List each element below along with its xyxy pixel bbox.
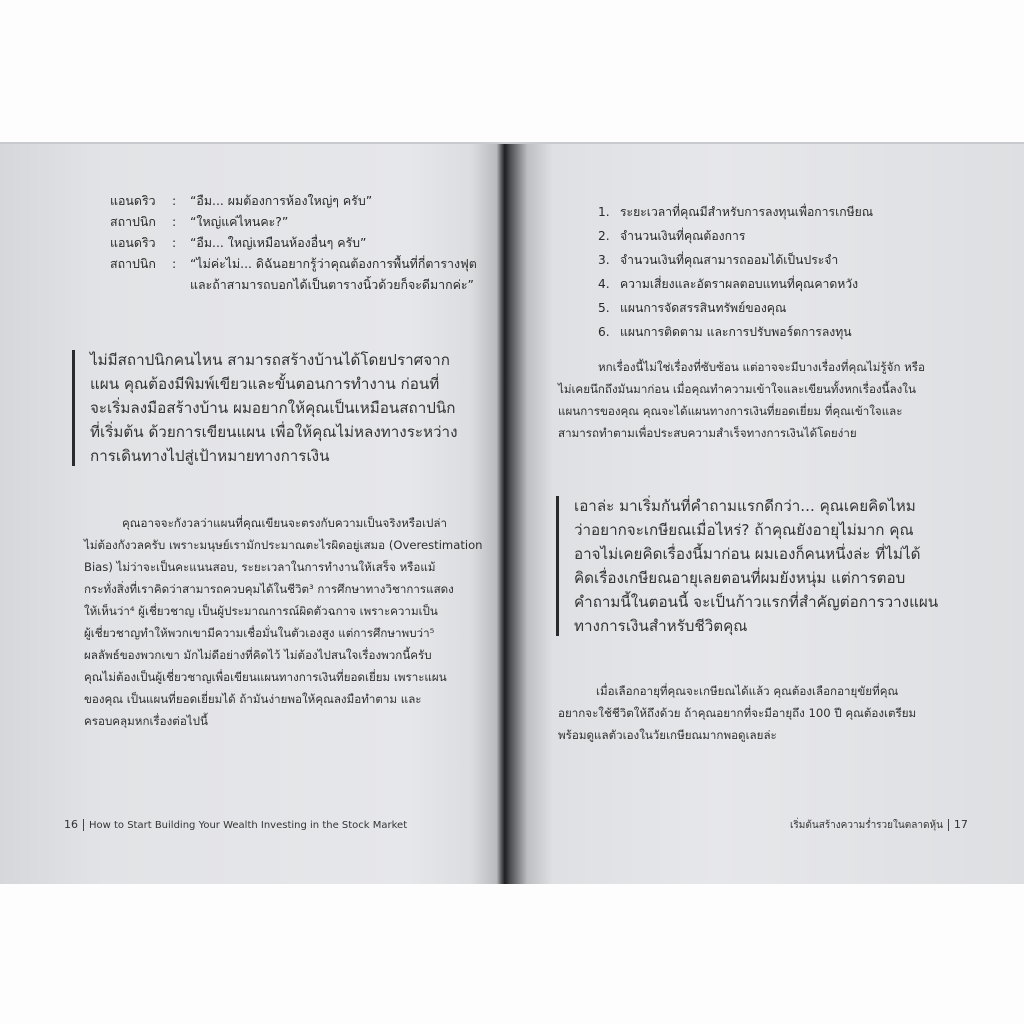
body-line: เมื่อเลือกอายุที่คุณจะเกษียณได้แล้ว คุณต้องเลือกอายุขัยที่คุณ bbox=[596, 684, 899, 698]
list-number: 4. bbox=[598, 277, 610, 291]
dialogue-line bbox=[110, 253, 490, 274]
dialogue-colon: : bbox=[172, 214, 177, 229]
list-number: 2. bbox=[598, 229, 610, 243]
list-text: แผนการจัดสรรสินทรัพย์ของคุณ bbox=[620, 301, 787, 315]
dialogue-speaker: สถาปนิก bbox=[110, 256, 156, 271]
list-item bbox=[598, 224, 998, 248]
page-number: 17 bbox=[953, 818, 968, 831]
list-text: ระยะเวลาที่คุณมีสำหรับการลงทุนเพื่อการเกษียณ bbox=[620, 205, 874, 219]
body-line: แผนการของคุณ คุณจะได้แผนทางการเงินที่ยอดเยี่ยม ที่คุณเข้าใจและ bbox=[558, 404, 903, 418]
dialogue-text: “ไม่ค่ะไม่... ดิฉันอยากรู้ว่าคุณต้องการพื้นที่กี่ตารางฟุต bbox=[190, 256, 477, 271]
pull-quote-line: อาจไม่เคยคิดเรื่องนี้มาก่อน ผมเองก็คนหนึ่งล่ะ ที่ไม่ได้ bbox=[574, 545, 921, 563]
dialogue-line bbox=[110, 211, 490, 232]
list-text: ความเสี่ยงและอัตราผลตอบแทนที่คุณคาดหวัง bbox=[620, 277, 859, 291]
dialogue-block bbox=[110, 190, 490, 295]
dialogue-text: “ใหญ่แค่ไหนคะ?” bbox=[190, 214, 289, 229]
pull-quote-line: ที่เริ่มต้น ด้วยการเขียนแผน เพื่อให้คุณไม่หลงทางระหว่าง bbox=[90, 423, 458, 441]
footer-divider bbox=[948, 819, 949, 831]
pull-quote-line: จะเริ่มลงมือสร้างบ้าน ผมอยากให้คุณเป็นเหมือนสถาปนิก bbox=[90, 399, 456, 417]
list-text: แผนการติดตาม และการปรับพอร์ตการลงทุน bbox=[620, 325, 852, 339]
dialogue-speaker: แอนดริว bbox=[110, 235, 156, 250]
dialogue-speaker: สถาปนิก bbox=[110, 214, 156, 229]
list-text: จำนวนเงินที่คุณสามารถออมได้เป็นประจำ bbox=[620, 253, 839, 267]
pull-quote-line: ว่าอยากจะเกษียณเมื่อไหร่? ถ้าคุณยังอายุไม่มาก คุณ bbox=[574, 521, 914, 539]
right-page bbox=[506, 142, 1024, 884]
dialogue-colon: : bbox=[172, 256, 177, 271]
numbered-list bbox=[598, 200, 998, 344]
body-line: หกเรื่องนี้ไม่ใช่เรื่องที่ซับซ้อน แต่อาจจะมีบางเรื่องที่คุณไม่รู้จัก หรือ bbox=[598, 360, 925, 374]
running-title: How to Start Building Your Wealth Investing in the Stock Market bbox=[89, 820, 408, 831]
dialogue-colon: : bbox=[172, 193, 177, 208]
body-line: ผู้เชี่ยวชาญทำให้พวกเขามีความเชื่อมั่นในตัวเองสูง แต่การศึกษาพบว่า⁵ bbox=[84, 626, 435, 640]
pull-quote-line: การเดินทางไปสู่เป้าหมายทางการเงิน bbox=[90, 447, 330, 465]
dialogue-text: “อืม... ผมต้องการห้องใหญ่ๆ ครับ” bbox=[190, 193, 373, 208]
page-top-edge bbox=[0, 142, 1024, 144]
running-title: เริ่มต้นสร้างความร่ำรวยในตลาดหุ้น bbox=[790, 820, 943, 831]
body-line: ให้เห็นว่า⁴ ผู้เชี่ยวชาญ เป็นผู้ประมาณการณ์ผิดตัวฉกาจ เพราะความเป็น bbox=[84, 604, 438, 618]
dialogue-line-continued bbox=[110, 274, 490, 295]
left-page-footer bbox=[64, 818, 407, 831]
body-line: ไม่ต้องกังวลครับ เพราะมนุษย์เรามักประมาณตะไรผิดอยู่เสมอ (Overestimation bbox=[84, 538, 483, 552]
pull-quote bbox=[556, 494, 1014, 638]
page-number: 16 bbox=[64, 818, 78, 831]
list-number: 5. bbox=[598, 301, 610, 315]
dialogue-text: และถ้าสามารถบอกได้เป็นตารางนิ้วด้วยก็จะดีมากค่ะ” bbox=[190, 277, 474, 292]
pull-quote-line: แผน คุณต้องมีพิมพ์เขียวและขั้นตอนการทำงาน ก่อนที่ bbox=[90, 375, 440, 393]
dialogue-line bbox=[110, 190, 490, 211]
pull-quote-line: เอาล่ะ มาเริ่มกันที่คำถามแรกดีกว่า... คุณเคยคิดไหม bbox=[574, 497, 916, 515]
body-line: Bias) ไม่ว่าจะเป็นคะแนนสอบ, ระยะเวลาในการทำงานให้เสร็จ หรือแม้ bbox=[84, 560, 436, 574]
body-line: ไม่เคยนึกถึงมันมาก่อน เมื่อคุณทำความเข้าใจและเขียนทั้งหกเรื่องนี้ลงใน bbox=[558, 382, 916, 396]
body-paragraph bbox=[84, 512, 484, 732]
list-item bbox=[598, 200, 998, 224]
list-text: จำนวนเงินที่คุณต้องการ bbox=[620, 229, 746, 243]
dialogue-line bbox=[110, 232, 490, 253]
list-item bbox=[598, 248, 998, 272]
body-line: ของคุณ เป็นแผนที่ยอดเยี่ยมได้ ถ้ามันง่ายพอให้คุณลงมือทำตาม และ bbox=[84, 692, 422, 706]
pull-quote-line: ไม่มีสถาปนิกคนไหน สามารถสร้างบ้านได้โดยปราศจาก bbox=[90, 351, 450, 369]
body-line: คุณอาจจะกังวลว่าแผนที่คุณเขียนจะตรงกับความเป็นจริงหรือเปล่า bbox=[122, 516, 447, 530]
body-line: ผลลัพธ์ของพวกเขา มักไม่ดีอย่างที่คิดไว้ ไม่ต้องไปสนใจเรื่องพวกนี้ครับ bbox=[84, 648, 432, 662]
list-number: 6. bbox=[598, 325, 610, 339]
right-page-footer bbox=[790, 818, 968, 833]
pull-quote bbox=[72, 348, 500, 468]
body-paragraph bbox=[558, 680, 998, 746]
list-item bbox=[598, 272, 998, 296]
pull-quote-line: คำถามนี้ในตอนนี้ จะเป็นก้าวแรกที่สำคัญต่อการวางแผน bbox=[574, 593, 939, 611]
dialogue-text: “อืม... ใหญ่เหมือนห้องอื่นๆ ครับ” bbox=[190, 235, 367, 250]
list-item bbox=[598, 320, 998, 344]
body-line: คุณไม่ต้องเป็นผู้เชี่ยวชาญเพื่อเขียนแผนทางการเงินที่ยอดเยี่ยม เพราะแผน bbox=[84, 670, 447, 684]
body-paragraph bbox=[558, 356, 998, 444]
pull-quote-line: คิดเรื่องเกษียณอายุเลยตอนที่ผมยังหนุ่ม แต่การตอบ bbox=[574, 569, 906, 587]
left-page bbox=[0, 142, 500, 884]
list-item bbox=[598, 296, 998, 320]
body-line: อยากจะใช้ชีวิตให้ถึงด้วย ถ้าคุณอยากที่จะมีอายุถึง 100 ปี คุณต้องเตรียม bbox=[558, 706, 917, 720]
body-line: ครอบคลุมหกเรื่องต่อไปนี้ bbox=[84, 714, 208, 728]
dialogue-colon: : bbox=[172, 235, 177, 250]
body-line: พร้อมดูแลตัวเองในวัยเกษียณมากพอดูเลยล่ะ bbox=[558, 728, 777, 742]
pull-quote-line: ทางการเงินสำหรับชีวิตคุณ bbox=[574, 617, 748, 635]
body-line: กระทั่งสิ่งที่เราคิดว่าสามารถควบคุมได้ในชีวิต³ การศึกษาทางวิชาการแสดง bbox=[84, 582, 454, 596]
list-number: 1. bbox=[598, 205, 610, 219]
book-spread bbox=[0, 142, 1024, 884]
body-line: สามารถทำตามเพื่อประสบความสำเร็จทางการเงินได้โดยง่าย bbox=[558, 426, 857, 440]
list-number: 3. bbox=[598, 253, 610, 267]
dialogue-speaker: แอนดริว bbox=[110, 193, 156, 208]
footer-divider bbox=[83, 819, 84, 831]
